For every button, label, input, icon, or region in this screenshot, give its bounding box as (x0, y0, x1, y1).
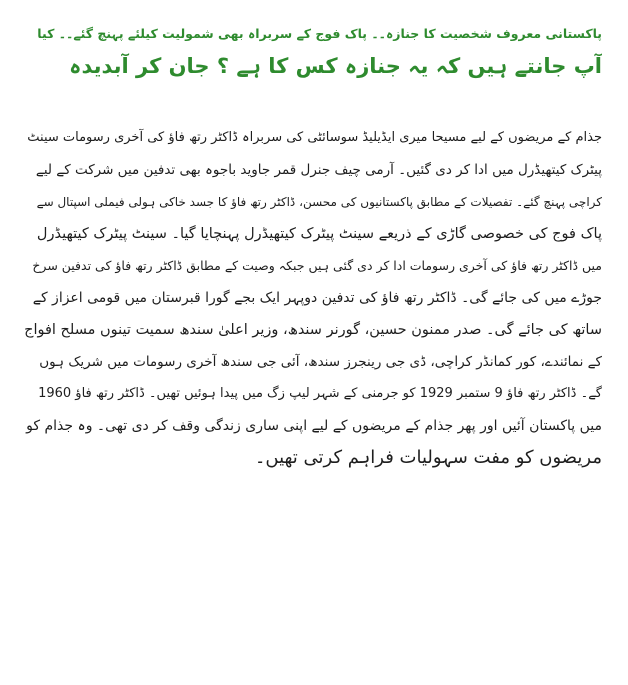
article-line: جذام کے مریضوں کے لیے مسیحا میری ایڈیلیڈ سوسائٹی کی سربراہ ڈاکٹر رتھ فاؤ کی آخری رسومات سینٹ (27, 130, 602, 145)
article-line: میں ڈاکٹر رتھ فاؤ کی آخری رسومات ادا کر دی گئی ہیں جبکہ وصیت کے مطابق ڈاکٹر رتھ فاؤ کی تدفین سرخ (32, 258, 602, 273)
article-line: کے نمائندے، کور کمانڈر کراچی، ڈی جی رینجرز سندھ، آئی جی سندھ آخری رسومات میں شریک ہوں (39, 354, 602, 370)
article-line: گے۔ ڈاکٹر رتھ فاؤ 9 ستمبر 1929 کو جرمنی کے شہر لیپ زگ میں پیدا ہوئیں تھیں۔ ڈاکٹر رتھ فاؤ 1960 (38, 386, 602, 401)
headline-line: آپ جانتے ہیں کہ یہ جنازہ کس کا ہے ؟ جان کر آبدیدہ (69, 54, 602, 78)
article-line: کراچی پہنچ گئے۔ تفصیلات کے مطابق پاکستانیوں کی محسن، ڈاکٹر رتھ فاؤ کا جسد خاکی ہولی فیملی اسپتال سے (36, 195, 602, 209)
article-line: پیٹرک کیتھیڈرل میں ادا کر دی گئیں۔ آرمی چیف جنرل قمر جاوید باجوہ بھی تدفین میں شرکت کے لیے (35, 162, 602, 178)
article-line: پاک فوج کی خصوصی گاڑی کے ذریعے سینٹ پیٹرک کیتھیڈرل پہنچایا گیا۔ سینٹ پیٹرک کیتھیڈرل (36, 226, 602, 242)
article-line: مریضوں کو مفت سہولیات فراہم کرتی تھیں۔ (254, 447, 602, 468)
article-body (22, 122, 602, 474)
article-line: میں پاکستان آئیں اور پھر جذام کے مریضوں کے لیے اپنی ساری زندگی وقف کر دی تھی۔ وہ جذام کو (26, 418, 602, 434)
headline (22, 18, 602, 82)
headline-line: پاکستانی معروف شخصیت کا جنازہ۔۔ پاک فوج کے سربراہ بھی شمولیت کیلئے پہنچ گئے۔۔ کیا (37, 26, 602, 41)
article-line: جوڑے میں کی جائے گی۔ ڈاکٹر رتھ فاؤ کی تدفین دوپہر ایک بجے گورا قبرستان میں قومی اعزاز کے (32, 290, 602, 306)
article-line: ساتھ کی جائے گی۔ صدر ممنون حسین، گورنر سندھ، وزیر اعلیٰ سندھ سمیت تینوں مسلح افواج (24, 322, 602, 338)
